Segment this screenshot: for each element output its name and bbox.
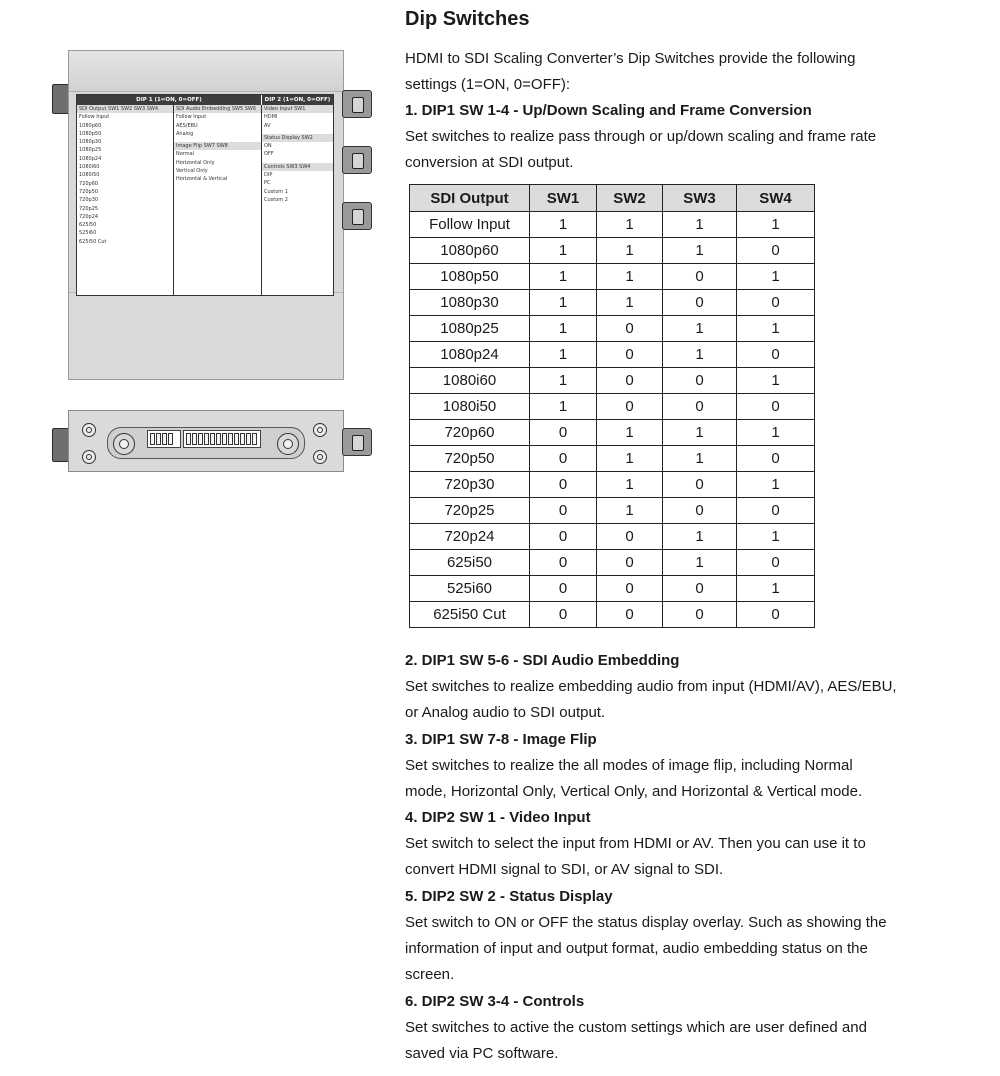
switch-value-cell: 0: [663, 264, 737, 290]
mini-flip-row: Horizontal & Vertical: [176, 176, 228, 183]
table-row: [410, 550, 815, 576]
sdi-output-cell: 1080p25: [410, 316, 530, 342]
table-row: [410, 420, 815, 446]
switch-value-cell: 1: [663, 420, 737, 446]
mini-sdi-row: 1080p24: [79, 155, 102, 162]
table-row: [410, 316, 815, 342]
section-3-heading: 3. DIP1 SW 7-8 - Image Flip: [405, 731, 597, 748]
section-4-heading: 4. DIP2 SW 1 - Video Input: [405, 809, 591, 826]
switch-value-cell: 1: [530, 342, 597, 368]
mini-sdi-row: 1080i50: [79, 172, 100, 179]
sdi-output-cell: 1080i50: [410, 394, 530, 420]
switch-value-cell: 0: [530, 472, 597, 498]
switch-value-cell: 1: [597, 472, 663, 498]
sdi-output-cell: 625i50: [410, 550, 530, 576]
mini-sdi-row: 1080p50: [79, 130, 102, 137]
screw-icon: [82, 423, 96, 437]
mini-status-row: OFF: [264, 151, 274, 158]
switch-value-cell: 1: [737, 420, 815, 446]
switch-value-cell: 0: [663, 368, 737, 394]
dip1-header: DIP 1 (1=ON, 0=OFF): [77, 95, 261, 105]
section-1-line-1: Set switches to realize pass through or up/down scaling and frame rate: [405, 128, 877, 145]
switch-value-cell: 1: [737, 472, 815, 498]
table-row: [410, 472, 815, 498]
sdi-output-cell: Follow Input: [410, 212, 530, 238]
bnc-connector-3: [342, 202, 372, 230]
switch-value-cell: 0: [597, 602, 663, 628]
mini-sdi-row: 625i50: [79, 222, 97, 229]
sdi-output-cell: 625i50 Cut: [410, 602, 530, 628]
mini-video-row: HDMI: [264, 114, 278, 121]
mini-controls-row: Custom 1: [264, 188, 288, 195]
mini-sdi-row: 720p30: [79, 197, 99, 204]
switch-value-cell: 0: [663, 394, 737, 420]
screw-icon: [313, 423, 327, 437]
mini-flip-row: Normal: [176, 151, 195, 158]
bnc-connector-1: [342, 90, 372, 118]
mini-status-header: Status Display SW2: [262, 134, 333, 142]
switch-value-cell: 0: [663, 602, 737, 628]
mini-controls-row: PC: [264, 180, 271, 187]
switch-value-cell: 1: [597, 264, 663, 290]
page-title: Dip Switches: [405, 8, 530, 30]
mini-controls-row: Custom 2: [264, 196, 288, 203]
switch-value-cell: 0: [663, 498, 737, 524]
switch-value-cell: 0: [737, 498, 815, 524]
switch-value-cell: 0: [737, 602, 815, 628]
mini-audio-row: Analog: [176, 130, 194, 137]
switch-value-cell: 1: [663, 212, 737, 238]
sdi-output-cell: 720p30: [410, 472, 530, 498]
switch-value-cell: 1: [597, 498, 663, 524]
switch-value-cell: 0: [597, 550, 663, 576]
sdi-output-cell: 1080p60: [410, 238, 530, 264]
dip-switch-block-1: [147, 430, 181, 448]
section-6-line-1: Set switches to active the custom settings which are user defined and: [405, 1019, 867, 1036]
sdi-output-cell: 1080p24: [410, 342, 530, 368]
switch-value-cell: 1: [663, 238, 737, 264]
switch-value-cell: 0: [597, 576, 663, 602]
audio-flip-column: [174, 105, 262, 295]
switch-value-cell: 0: [737, 342, 815, 368]
table-row: [410, 342, 815, 368]
mount-ring-icon: [277, 433, 299, 455]
mini-audio-row: Follow Input: [176, 114, 207, 121]
switch-value-cell: 1: [597, 446, 663, 472]
table-header-cell: SW3: [663, 185, 737, 212]
switch-value-cell: 0: [530, 446, 597, 472]
section-1-line-2: conversion at SDI output.: [405, 154, 574, 171]
switch-value-cell: 1: [737, 264, 815, 290]
intro-line-2: settings (1=ON, 0=OFF):: [405, 76, 571, 93]
sdi-output-table: [409, 184, 815, 628]
switch-value-cell: 1: [530, 238, 597, 264]
mini-controls-header: Controls SW3 SW4: [262, 163, 333, 171]
switch-value-cell: 1: [663, 550, 737, 576]
section-2-heading: 2. DIP1 SW 5-6 - SDI Audio Embedding: [405, 652, 680, 669]
switch-value-cell: 1: [737, 576, 815, 602]
sdi-output-cell: 720p50: [410, 446, 530, 472]
dip2-header: DIP 2 (1=ON, 0=OFF): [262, 95, 333, 105]
sdi-output-cell: 1080p30: [410, 290, 530, 316]
table-row: [410, 394, 815, 420]
switch-value-cell: 1: [663, 446, 737, 472]
table-row: [410, 498, 815, 524]
mini-sdi-row: 1080p30: [79, 139, 102, 146]
bnc-connector-side: [342, 428, 372, 456]
mini-flip-row: Horizontal Only: [176, 159, 215, 166]
mini-audio-header: SDI Audio Embedding SW5 SW6: [174, 105, 261, 113]
switch-value-cell: 1: [597, 212, 663, 238]
mini-sdi-row: 1080p25: [79, 147, 102, 154]
switch-value-cell: 0: [530, 602, 597, 628]
switch-value-cell: 0: [737, 550, 815, 576]
device-ridge: [69, 51, 343, 92]
mini-sdi-row: 720p25: [79, 205, 99, 212]
switch-value-cell: 0: [597, 316, 663, 342]
mini-controls-row: DIP: [264, 172, 273, 179]
section-3-line-1: Set switches to realize the all modes of image flip, including Normal: [405, 757, 853, 774]
mini-sdi-row: 1080i60: [79, 164, 100, 171]
section-1-heading: 1. DIP1 SW 1-4 - Up/Down Scaling and Frame Conversion: [405, 102, 812, 119]
switch-value-cell: 0: [597, 394, 663, 420]
section-5-line-2: information of input and output format, audio embedding status on the: [405, 940, 868, 957]
switch-value-cell: 1: [663, 316, 737, 342]
switch-value-cell: 0: [737, 446, 815, 472]
dip-label-panel: [76, 94, 334, 296]
sdi-output-cell: 1080i60: [410, 368, 530, 394]
mount-ring-icon: [113, 433, 135, 455]
table-row: [410, 290, 815, 316]
switch-value-cell: 1: [663, 524, 737, 550]
sdi-output-column: [77, 105, 174, 295]
table-header-cell: SDI Output: [410, 185, 530, 212]
mini-audio-row: AES/EBU: [176, 122, 198, 129]
switch-value-cell: 1: [737, 316, 815, 342]
table-header-cell: SW2: [597, 185, 663, 212]
switch-value-cell: 1: [597, 420, 663, 446]
switch-value-cell: 0: [597, 368, 663, 394]
table-row: [410, 602, 815, 628]
section-5-line-3: screen.: [405, 966, 455, 983]
mini-video-row: AV: [264, 122, 271, 129]
section-3-line-2: mode, Horizontal Only, Vertical Only, and Horizontal & Vertical mode.: [405, 783, 863, 800]
section-4-line-2: convert HDMI signal to SDI, or AV signal to SDI.: [405, 861, 724, 878]
switch-value-cell: 0: [530, 524, 597, 550]
switch-value-cell: 0: [663, 576, 737, 602]
table-row: [410, 524, 815, 550]
mini-flip-header: Image Flip SW7 SW8: [174, 142, 261, 150]
screw-icon: [313, 450, 327, 464]
switch-value-cell: 0: [530, 420, 597, 446]
mini-sdi-row: 525i60: [79, 230, 97, 237]
mini-sdi-row: Follow Input: [79, 114, 110, 121]
mini-sdi-header: SDI Output SW1 SW2 SW3 SW4: [77, 105, 173, 113]
switch-value-cell: 1: [530, 212, 597, 238]
dip2-column: [262, 105, 333, 295]
switch-value-cell: 0: [737, 290, 815, 316]
switch-value-cell: 1: [530, 290, 597, 316]
table-header-cell: SW4: [737, 185, 815, 212]
switch-value-cell: 1: [737, 368, 815, 394]
device-bottom-edge: [69, 292, 343, 379]
table-row: [410, 576, 815, 602]
switch-value-cell: 1: [737, 212, 815, 238]
mini-status-row: ON: [264, 143, 272, 150]
switch-value-cell: 1: [530, 368, 597, 394]
switch-value-cell: 1: [663, 342, 737, 368]
mini-sdi-row: 720p60: [79, 180, 99, 187]
intro-line-1: HDMI to SDI Scaling Converter’s Dip Switches provide the following: [405, 50, 856, 67]
switch-value-cell: 0: [597, 342, 663, 368]
sdi-output-cell: 720p60: [410, 420, 530, 446]
sdi-output-cell: 525i60: [410, 576, 530, 602]
table-row: [410, 264, 815, 290]
mini-sdi-row: 625i50 Cut: [79, 238, 107, 245]
switch-value-cell: 0: [737, 394, 815, 420]
switch-value-cell: 0: [530, 550, 597, 576]
section-2-line-1: Set switches to realize embedding audio from input (HDMI/AV), AES/EBU,: [405, 678, 897, 695]
section-5-line-1: Set switch to ON or OFF the status display overlay. Such as showing the: [405, 914, 887, 931]
bnc-connector-2: [342, 146, 372, 174]
switch-value-cell: 0: [663, 472, 737, 498]
mini-sdi-row: 720p50: [79, 188, 99, 195]
section-6-heading: 6. DIP2 SW 3-4 - Controls: [405, 993, 585, 1010]
sdi-output-cell: 720p25: [410, 498, 530, 524]
table-header-cell: SW1: [530, 185, 597, 212]
table-row: [410, 238, 815, 264]
sdi-output-cell: 1080p50: [410, 264, 530, 290]
dip-switch-block-2: [183, 430, 261, 448]
switch-value-cell: 1: [530, 394, 597, 420]
section-5-heading: 5. DIP2 SW 2 - Status Display: [405, 888, 613, 905]
mini-sdi-row: 720p24: [79, 213, 99, 220]
mini-flip-row: Vertical Only: [176, 168, 208, 175]
switch-value-cell: 0: [597, 524, 663, 550]
section-2-line-2: or Analog audio to SDI output.: [405, 704, 606, 721]
switch-value-cell: 0: [530, 498, 597, 524]
switch-value-cell: 0: [663, 290, 737, 316]
switch-value-cell: 1: [530, 264, 597, 290]
mini-video-header: Video Input SW1: [262, 105, 333, 113]
section-6-line-2: saved via PC software.: [405, 1045, 559, 1062]
screw-icon: [82, 450, 96, 464]
sdi-output-cell: 720p24: [410, 524, 530, 550]
table-row: [410, 368, 815, 394]
table-row: [410, 212, 815, 238]
switch-value-cell: 0: [530, 576, 597, 602]
table-row: [410, 446, 815, 472]
mini-sdi-row: 1080p60: [79, 122, 102, 129]
switch-value-cell: 1: [530, 316, 597, 342]
section-4-line-1: Set switch to select the input from HDMI or AV. Then you can use it to: [405, 835, 866, 852]
switch-value-cell: 1: [597, 238, 663, 264]
switch-value-cell: 1: [737, 524, 815, 550]
table-header-row: [410, 185, 815, 212]
switch-value-cell: 0: [737, 238, 815, 264]
switch-value-cell: 1: [597, 290, 663, 316]
